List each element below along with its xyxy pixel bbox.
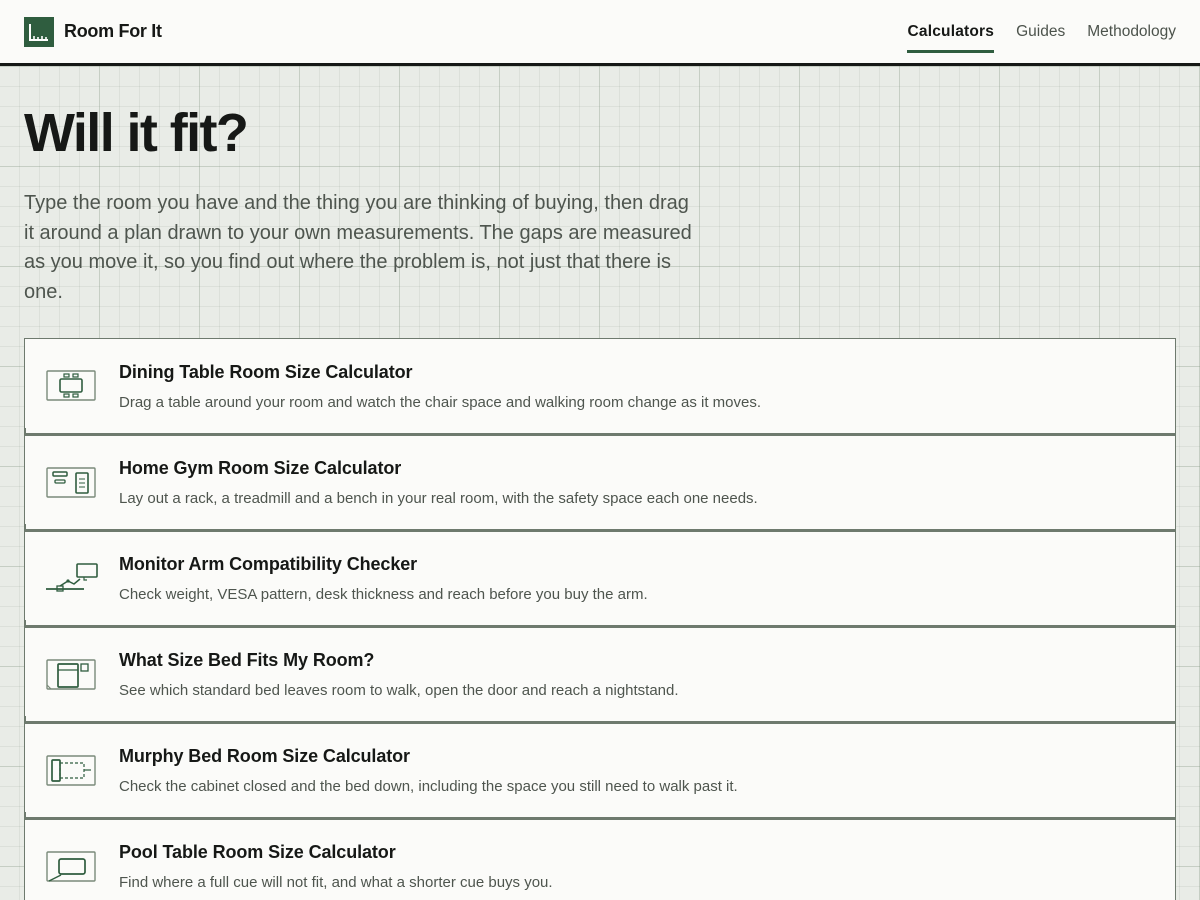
card-text xyxy=(119,362,761,411)
card-description: Drag a table around your room and watch the chair space and walking room change as it moves. xyxy=(119,393,762,411)
card-description: Find where a full cue will not fit, and what a shorter cue buys you. xyxy=(119,874,553,891)
monitor-arm-icon xyxy=(25,562,119,596)
dining-table-icon xyxy=(25,369,119,403)
calculator-card-murphy-bed[interactable] xyxy=(24,722,1176,818)
hero-section xyxy=(24,104,704,307)
calculator-card-bed-size[interactable] xyxy=(24,626,1176,722)
calculator-card-home-gym[interactable] xyxy=(24,434,1176,530)
card-text xyxy=(119,842,553,891)
nav-link-guides[interactable]: Guides xyxy=(1016,22,1066,40)
card-description: Check the cabinet closed and the bed down, including the space you still need to walk past it. xyxy=(119,778,738,795)
card-title: Home Gym Room Size Calculator xyxy=(119,458,402,478)
pool-table-icon xyxy=(25,850,119,884)
page-title: Will it fit? xyxy=(24,103,248,163)
card-title: Dining Table Room Size Calculator xyxy=(119,361,413,382)
card-text xyxy=(119,554,648,603)
bed-icon xyxy=(25,658,119,692)
top-navigation-bar xyxy=(0,0,1200,66)
calculator-card-dining-table[interactable] xyxy=(24,338,1176,434)
card-description: Check weight, VESA pattern, desk thickness and reach before you buy the arm. xyxy=(119,586,648,603)
brand-home-link[interactable] xyxy=(24,17,162,47)
intro-paragraph: Type the room you have and the thing you are thinking of buying, then drag it around a plan drawn to your own measurements. The gaps are measured as you move it, so you find out where the problem is, not just that there is one. xyxy=(24,192,692,303)
card-text xyxy=(119,746,738,795)
card-text xyxy=(119,650,679,699)
card-text xyxy=(119,458,758,507)
main-nav xyxy=(907,0,1176,65)
calculator-list xyxy=(24,338,1176,900)
card-title: Monitor Arm Compatibility Checker xyxy=(119,554,418,574)
murphy-bed-icon xyxy=(25,754,119,788)
calculator-card-monitor-arm[interactable] xyxy=(24,530,1176,626)
home-gym-icon xyxy=(25,466,119,500)
card-description: See which standard bed leaves room to walk, open the door and reach a nightstand. xyxy=(119,682,679,699)
card-title: Pool Table Room Size Calculator xyxy=(119,842,396,862)
card-title: Murphy Bed Room Size Calculator xyxy=(119,746,410,766)
ruler-chart-logo-icon xyxy=(24,17,54,47)
card-title: What Size Bed Fits My Room? xyxy=(119,650,375,670)
nav-link-calculators[interactable]: Calculators xyxy=(907,0,994,65)
brand-name: Room For It xyxy=(64,21,162,41)
card-description: Lay out a rack, a treadmill and a bench in your real room, with the safety space each one needs. xyxy=(119,490,758,507)
nav-link-methodology[interactable]: Methodology xyxy=(1087,22,1176,40)
calculator-card-pool-table[interactable] xyxy=(24,818,1176,900)
